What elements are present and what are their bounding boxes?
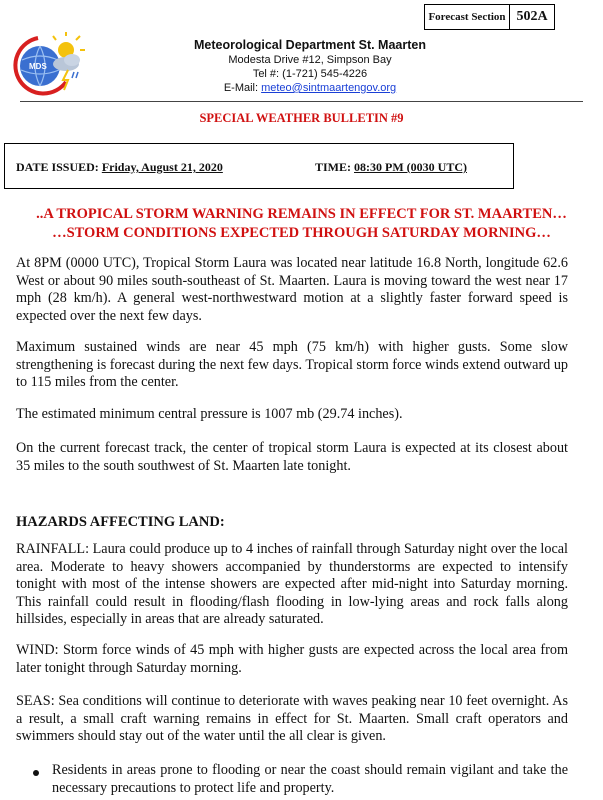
paragraph-rainfall: RAINFALL: Laura could produce up to 4 inches of rainfall through Saturday night over the local area. Moderate to heavy showers accompanied by thunderstorms are expected to intensify tonight with most of the intense showers are expected after mid-night into Saturday morning. This rainfall could result in flooding/flash flooding in low-lying areas and rock falls along hillsides, especially in areas that are already saturated. — [16, 541, 568, 627]
bullet-marker — [33, 770, 39, 776]
forecast-section-code: 502A — [516, 9, 548, 24]
hazards-heading: HAZARDS AFFECTING LAND: — [16, 514, 225, 530]
bullet-item: Residents in areas prone to flooding or near the coast should remain vigilant and take the necessary precautions to protect life and property. — [52, 762, 568, 796]
paragraph-seas: SEAS: Sea conditions will continue to deteriorate with waves peaking near 10 feet overnight. As a result, a small craft warning remains in effect for St. Maarten. Small craft operators and swimmers should stay out of the water until the all clear is given. — [16, 693, 568, 744]
time-label: TIME: — [315, 160, 354, 174]
header-divider — [20, 101, 583, 102]
date-issued — [16, 160, 223, 175]
paragraph-winds: Maximum sustained winds are near 45 mph (75 km/h) with higher gusts. Some slow strengthening is forecast during the next few days. Tropical storm force winds extend outward up to 115 miles from the center. — [16, 339, 569, 390]
paragraph-pressure: The estimated minimum central pressure is 1007 mb (29.74 inches). — [16, 406, 403, 422]
headline-line-1: ..A TROPICAL STORM WARNING REMAINS IN EFFECT FOR ST. MAARTEN… — [36, 206, 567, 222]
bulletin-title: SPECIAL WEATHER BULLETIN #9 — [199, 111, 404, 125]
forecast-section-box — [424, 4, 555, 30]
address: Modesta Drive #12, Simpson Bay — [228, 54, 392, 66]
logo-text: MDS — [29, 62, 47, 71]
headline-line-2: …STORM CONDITIONS EXPECTED THROUGH SATURDAY MORNING… — [52, 225, 551, 241]
time-issued — [315, 160, 467, 175]
mds-logo — [8, 30, 90, 98]
forecast-section-label: Forecast Section — [425, 5, 510, 29]
warning-headline — [0, 205, 603, 243]
date-value: Friday, August 21, 2020 — [101, 160, 223, 174]
organization-name: Meteorological Department St. Maarten — [194, 38, 426, 52]
phone: Tel #: (1-721) 545-4226 — [252, 68, 368, 80]
date-label: DATE ISSUED: — [16, 160, 102, 174]
email-link[interactable]: meteo@sintmaartengov.org — [261, 82, 397, 94]
email-label: E-Mail: — [223, 82, 262, 94]
paragraph-position: At 8PM (0000 UTC), Tropical Storm Laura was located near latitude 16.8 North, longitude 62.6 West or about 90 miles south-southeast of St. Maarten. Laura is moving toward the west near 17 mph (28 km/h). A general west-northwestward motion at a slightly faster forward speed is expected over the next few days. — [16, 255, 568, 324]
time-value: 08:30 PM (0030 UTC) — [354, 160, 467, 174]
letterhead — [120, 38, 500, 95]
paragraph-track: On the current forecast track, the center of tropical storm Laura is expected at its closest about 35 miles to the south southwest of St. Maarten late tonight. — [16, 440, 568, 474]
email-line — [120, 81, 500, 95]
paragraph-wind: WIND: Storm force winds of 45 mph with higher gusts are expected across the local area from later tonight through Saturday morning. — [16, 642, 568, 676]
